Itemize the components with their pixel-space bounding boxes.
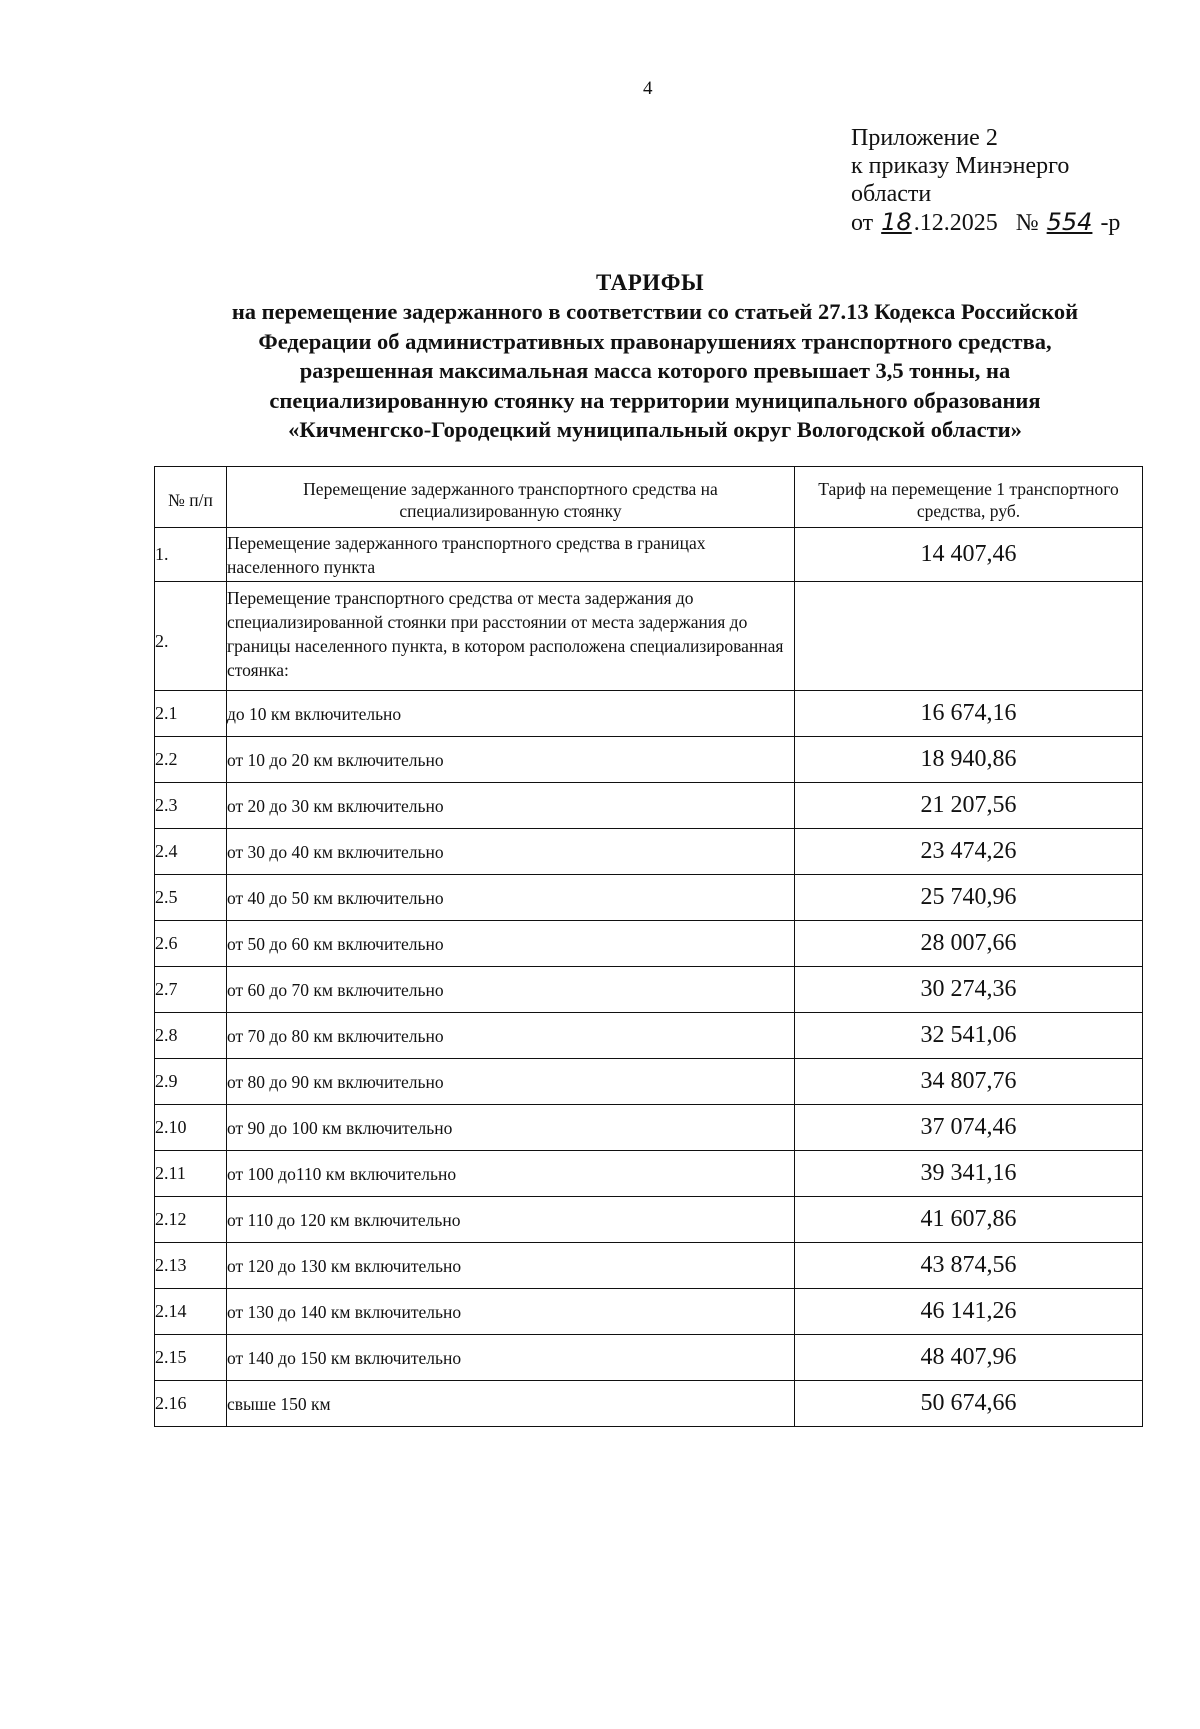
- table-row: [155, 967, 1143, 1013]
- table-row: [155, 1381, 1143, 1427]
- table-row: [155, 783, 1143, 829]
- cell-tariff: 50 674,66: [795, 1381, 1143, 1427]
- cell-num: 2.10: [155, 1105, 227, 1151]
- cell-num: 2.15: [155, 1335, 227, 1381]
- cell-tariff: 39 341,16: [795, 1151, 1143, 1197]
- cell-tariff: 30 274,36: [795, 967, 1143, 1013]
- cell-description: от 110 до 120 км включительно: [227, 1197, 795, 1243]
- cell-description: от 80 до 90 км включительно: [227, 1059, 795, 1105]
- cell-tariff: 46 141,26: [795, 1289, 1143, 1335]
- cell-num: 2.5: [155, 875, 227, 921]
- table-header-row: [155, 467, 1143, 528]
- cell-tariff: 21 207,56: [795, 783, 1143, 829]
- cell-description: от 120 до 130 км включительно: [227, 1243, 795, 1289]
- subtitle-line: «Кичменгско-Городецкий муниципальный округ Вологодской области»: [288, 417, 1022, 442]
- cell-num: 2.4: [155, 829, 227, 875]
- document-subtitle: [160, 297, 1150, 445]
- header-num: № п/п: [155, 467, 227, 528]
- cell-description: от 10 до 20 км включительно: [227, 737, 795, 783]
- subtitle-line: Федерации об административных правонарушениях транспортного средства,: [258, 328, 1052, 354]
- table-row: [155, 1105, 1143, 1151]
- cell-num: 2.7: [155, 967, 227, 1013]
- cell-description: от 20 до 30 км включительно: [227, 783, 795, 829]
- cell-num: 2.9: [155, 1059, 227, 1105]
- cell-tariff: 18 940,86: [795, 737, 1143, 783]
- cell-tariff: 41 607,86: [795, 1197, 1143, 1243]
- table-row: [155, 875, 1143, 921]
- cell-num: 2.11: [155, 1151, 227, 1197]
- cell-num: 2.3: [155, 783, 227, 829]
- page-number: 4: [643, 78, 653, 99]
- table-row: [155, 829, 1143, 875]
- cell-tariff: 16 674,16: [795, 691, 1143, 737]
- subtitle-line: специализированную стоянку на территории муниципального образования: [269, 387, 1041, 413]
- cell-tariff: 48 407,96: [795, 1335, 1143, 1381]
- cell-description: от 30 до 40 км включительно: [227, 829, 795, 875]
- cell-num: 2.2: [155, 737, 227, 783]
- table-row: [155, 1289, 1143, 1335]
- tariff-table-body: [155, 528, 1143, 1427]
- cell-description: Перемещение задержанного транспортного средства в границах населенного пункта: [227, 528, 795, 582]
- cell-num: 2.8: [155, 1013, 227, 1059]
- subtitle-line: разрешенная максимальная масса которого превышает 3,5 тонны, на: [299, 358, 1011, 383]
- table-row: [155, 1059, 1143, 1105]
- table-row: [155, 921, 1143, 967]
- cell-num: 2.13: [155, 1243, 227, 1289]
- cell-description: от 50 до 60 км включительно: [227, 921, 795, 967]
- cell-description: от 70 до 80 км включительно: [227, 1013, 795, 1059]
- cell-tariff: 32 541,06: [795, 1013, 1143, 1059]
- appendix-date-line: [851, 208, 1120, 237]
- table-row: [155, 737, 1143, 783]
- date-rest: .12.2025: [913, 210, 998, 236]
- cell-description: от 60 до 70 км включительно: [227, 967, 795, 1013]
- date-day-handwritten: 18: [881, 208, 912, 236]
- cell-description: от 130 до 140 км включительно: [227, 1289, 795, 1335]
- cell-description: до 10 км включительно: [227, 691, 795, 737]
- header-tariff: Тариф на перемещение 1 транспортного средства, руб.: [795, 467, 1143, 528]
- cell-description: Перемещение транспортного средства от места задержания до специализированной стоянки при расстоянии от места задержания до границы населенного пункта, в котором расположена специализированная стоянка:: [227, 582, 795, 691]
- cell-tariff: 25 740,96: [795, 875, 1143, 921]
- appendix-line-2: к приказу Минэнерго: [851, 153, 1070, 179]
- tariff-table: [154, 466, 1143, 1427]
- appendix-line-1: Приложение 2: [851, 125, 998, 151]
- cell-num: 2.12: [155, 1197, 227, 1243]
- cell-tariff: [795, 582, 1143, 691]
- appendix-line-3: области: [851, 181, 932, 207]
- table-row: [155, 691, 1143, 737]
- cell-description: свыше 150 км: [227, 1381, 795, 1427]
- document-title: ТАРИФЫ: [595, 270, 705, 295]
- appendix-block: [851, 124, 1120, 237]
- cell-num: 1.: [155, 528, 227, 582]
- cell-tariff: 34 807,76: [795, 1059, 1143, 1105]
- cell-num: 2.: [155, 582, 227, 691]
- table-row: [155, 1243, 1143, 1289]
- cell-num: 2.14: [155, 1289, 227, 1335]
- cell-description: от 140 до 150 км включительно: [227, 1335, 795, 1381]
- date-prefix: от: [851, 210, 874, 236]
- table-row: [155, 1013, 1143, 1059]
- cell-tariff: 14 407,46: [795, 528, 1143, 582]
- table-row: [155, 528, 1143, 582]
- number-prefix: №: [1015, 210, 1039, 236]
- table-row: [155, 1197, 1143, 1243]
- cell-tariff: 28 007,66: [795, 921, 1143, 967]
- cell-description: от 40 до 50 км включительно: [227, 875, 795, 921]
- cell-description: от 100 до110 км включительно: [227, 1151, 795, 1197]
- cell-tariff: 37 074,46: [795, 1105, 1143, 1151]
- subtitle-line: на перемещение задержанного в соответствии со статьей 27.13 Кодекса Российской: [231, 299, 1079, 324]
- cell-description: от 90 до 100 км включительно: [227, 1105, 795, 1151]
- cell-num: 2.6: [155, 921, 227, 967]
- table-row: [155, 1151, 1143, 1197]
- number-suffix: -р: [1100, 210, 1121, 236]
- order-number-handwritten: 554: [1046, 208, 1093, 236]
- cell-tariff: 43 874,56: [795, 1243, 1143, 1289]
- header-desc: Перемещение задержанного транспортного средства на специализированную стоянку: [227, 467, 795, 528]
- cell-tariff: 23 474,26: [795, 829, 1143, 875]
- table-row: [155, 1335, 1143, 1381]
- cell-num: 2.16: [155, 1381, 227, 1427]
- cell-num: 2.1: [155, 691, 227, 737]
- table-row: [155, 582, 1143, 691]
